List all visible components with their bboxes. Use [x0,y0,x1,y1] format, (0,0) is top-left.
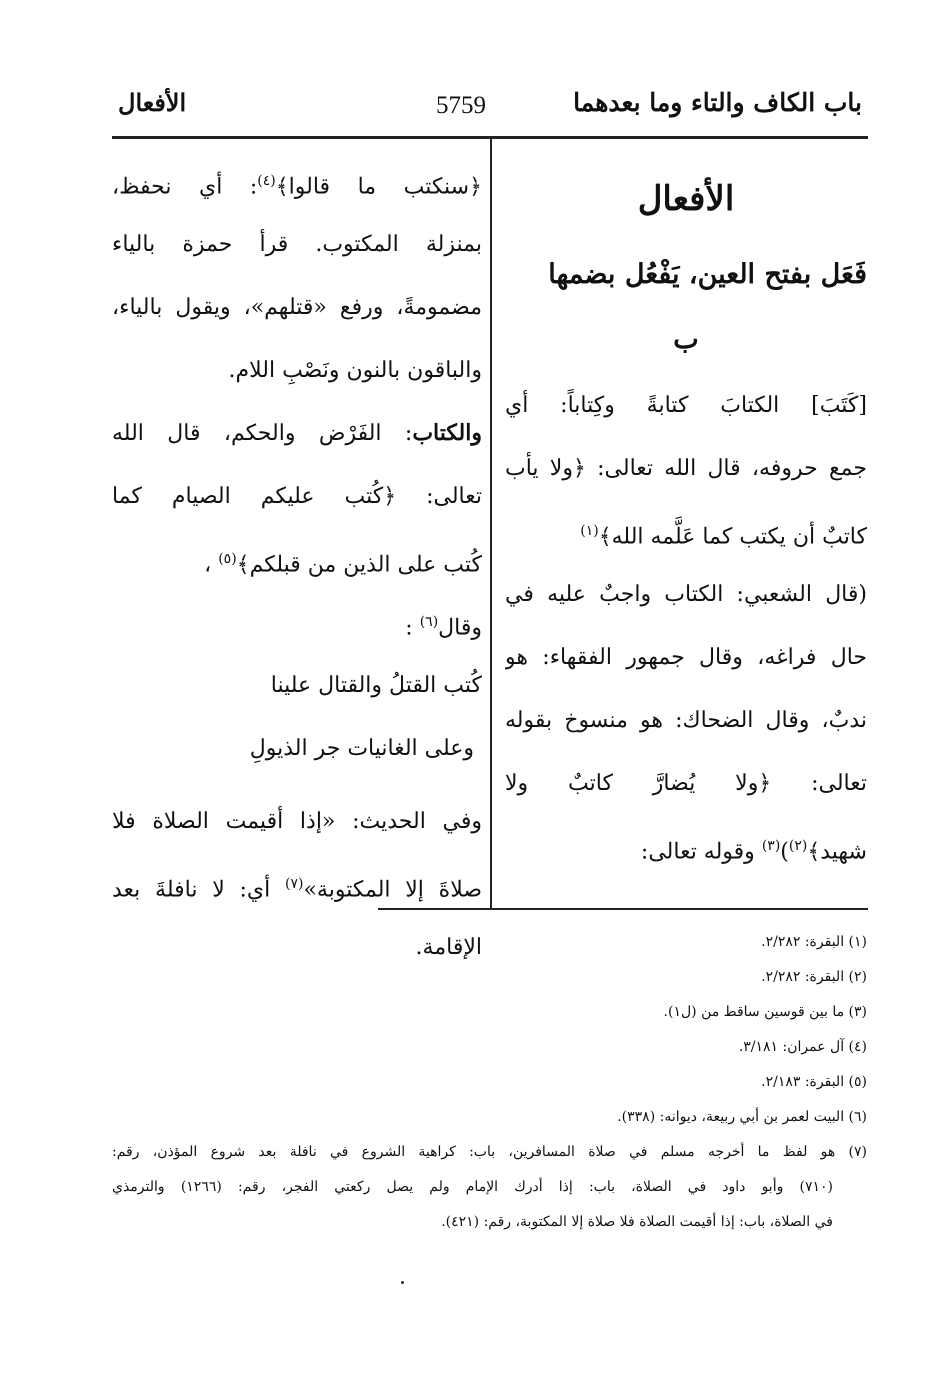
footnote: (١) البقرة: ٢/٢٨٢. [761,934,867,950]
footnote: (٢) البقرة: ٢/٢٨٢. [761,969,867,985]
footnote: (٦) البيت لعمر بن أبي ربيعة، ديوانه: (٣٣٨). [617,1109,867,1125]
column-divider [490,139,492,909]
text-line [112,402,482,465]
text-segment: : الفَرْض والحكم، قال الله [112,421,413,446]
footnote-rule [378,908,868,910]
text-line: جمع حروفه، قال الله تعالى: ﴿ولا يأب [505,456,867,481]
poem-verse: كُتب القتلُ والقتال علينا [270,673,482,698]
header-section-title: الأفعال [118,88,187,117]
text-segment: : أي نحفظ، [112,174,258,200]
footnote-ref: (٤) [257,173,276,189]
text-segment: ) [780,839,789,865]
footnote-ref: (٥) [218,551,237,567]
text-line [112,853,482,916]
footnote-ref: (٢) [788,838,808,854]
footnotes [112,925,867,1240]
text-segment: شهيد﴾ [807,839,867,865]
subsection-letter: ب [673,324,699,355]
section-heading: الأفعال [637,179,735,219]
text-line: [كَتَبَ] الكتابَ كتابةً وكِتاباً: أي [505,393,867,418]
text-line: تعالى: ﴿ولا يُضارَّ كاتبٌ ولا [505,771,867,796]
text-line: وفي الحديث: «إذا أقيمت الصلاة فلا [112,809,482,834]
page-number: 5759 [436,92,486,119]
text-line [112,150,482,213]
text-line [112,591,482,654]
text-segment: صلاةَ إلا المكتوبة» [303,877,482,903]
text-line: الإقامة. [415,935,482,960]
text-line: والباقون بالنون ونَصْبِ اللام. [228,358,482,383]
header-chapter-title: باب الكاف والتاء وما بعدهما [573,88,862,117]
text-segment: كاتبٌ أن يكتب كما عَلَّمه الله﴾ [598,524,867,550]
text-line: مضمومةً، ورفع «قتلهم»، ويقول بالياء، [112,295,482,320]
footnote-continuation: في الصلاة، باب: إذا أقيمت الصلاة فلا صلاة إلا المكتوبة، رقم: (٤٢١). [441,1214,833,1230]
text-segment: أي: لا نافلةَ بعد [112,877,285,903]
footnote-ref: (١) [580,523,599,539]
footnote: (٣) ما بين قوسين ساقط من (ل١). [663,1004,867,1020]
footnote: (٥) البقرة: ٢/١٨٣. [761,1074,867,1090]
right-column [505,150,867,878]
footnote-continuation: (٧١٠) وأبو داود في الصلاة، باب: إذا أدرك الإمام ولم يصل ركعتي الفجر، رقم: (١٢٦٦) والترمذي [112,1179,833,1195]
subsection-heading: فَعَل بفتح العين، يَفْعُل بضمها [548,259,867,290]
poem-verse: وعلى الغانيات جر الذيولِ [249,736,474,761]
footnote-ref: (٣) [761,838,781,854]
text-line: ندبٌ، وقال الضحاك: هو منسوخ بقوله [505,708,867,733]
text-line: (قال الشعبي: الكتاب واجبٌ عليه في [505,582,867,607]
defined-term: والكتاب [412,420,482,446]
left-column [112,150,482,979]
text-line: تعالى: ﴿كُتب عليكم الصيام كما [112,484,482,509]
footnote: (٤) آل عمران: ٣/١٨١. [738,1039,867,1055]
text-segment: كُتب على الذين من قبلكم﴾ [236,552,482,578]
text-segment: وقوله تعالى: [640,839,762,865]
text-line: بمنزلة المكتوب. قرأ حمزة بالياء [112,232,482,257]
text-line [112,528,482,591]
text-line [505,815,867,878]
print-speck [401,1281,404,1284]
text-line: حال فراغه، وقال جمهور الفقهاء: هو [505,645,867,670]
text-segment: وقال [438,615,482,641]
text-segment: : [405,615,413,641]
text-segment: ﴿سنكتب ما قالوا﴾ [275,174,482,200]
footnote-ref: (٧) [284,876,304,892]
text-segment: ، [204,552,212,578]
footnote-ref: (٦) [419,614,439,630]
footnote: (٧) هو لفظ ما أخرجه مسلم في صلاة المسافرين، باب: كراهية الشروع في نافلة بعد شروع المؤذن، رقم: [112,1144,867,1160]
text-line [505,500,867,563]
